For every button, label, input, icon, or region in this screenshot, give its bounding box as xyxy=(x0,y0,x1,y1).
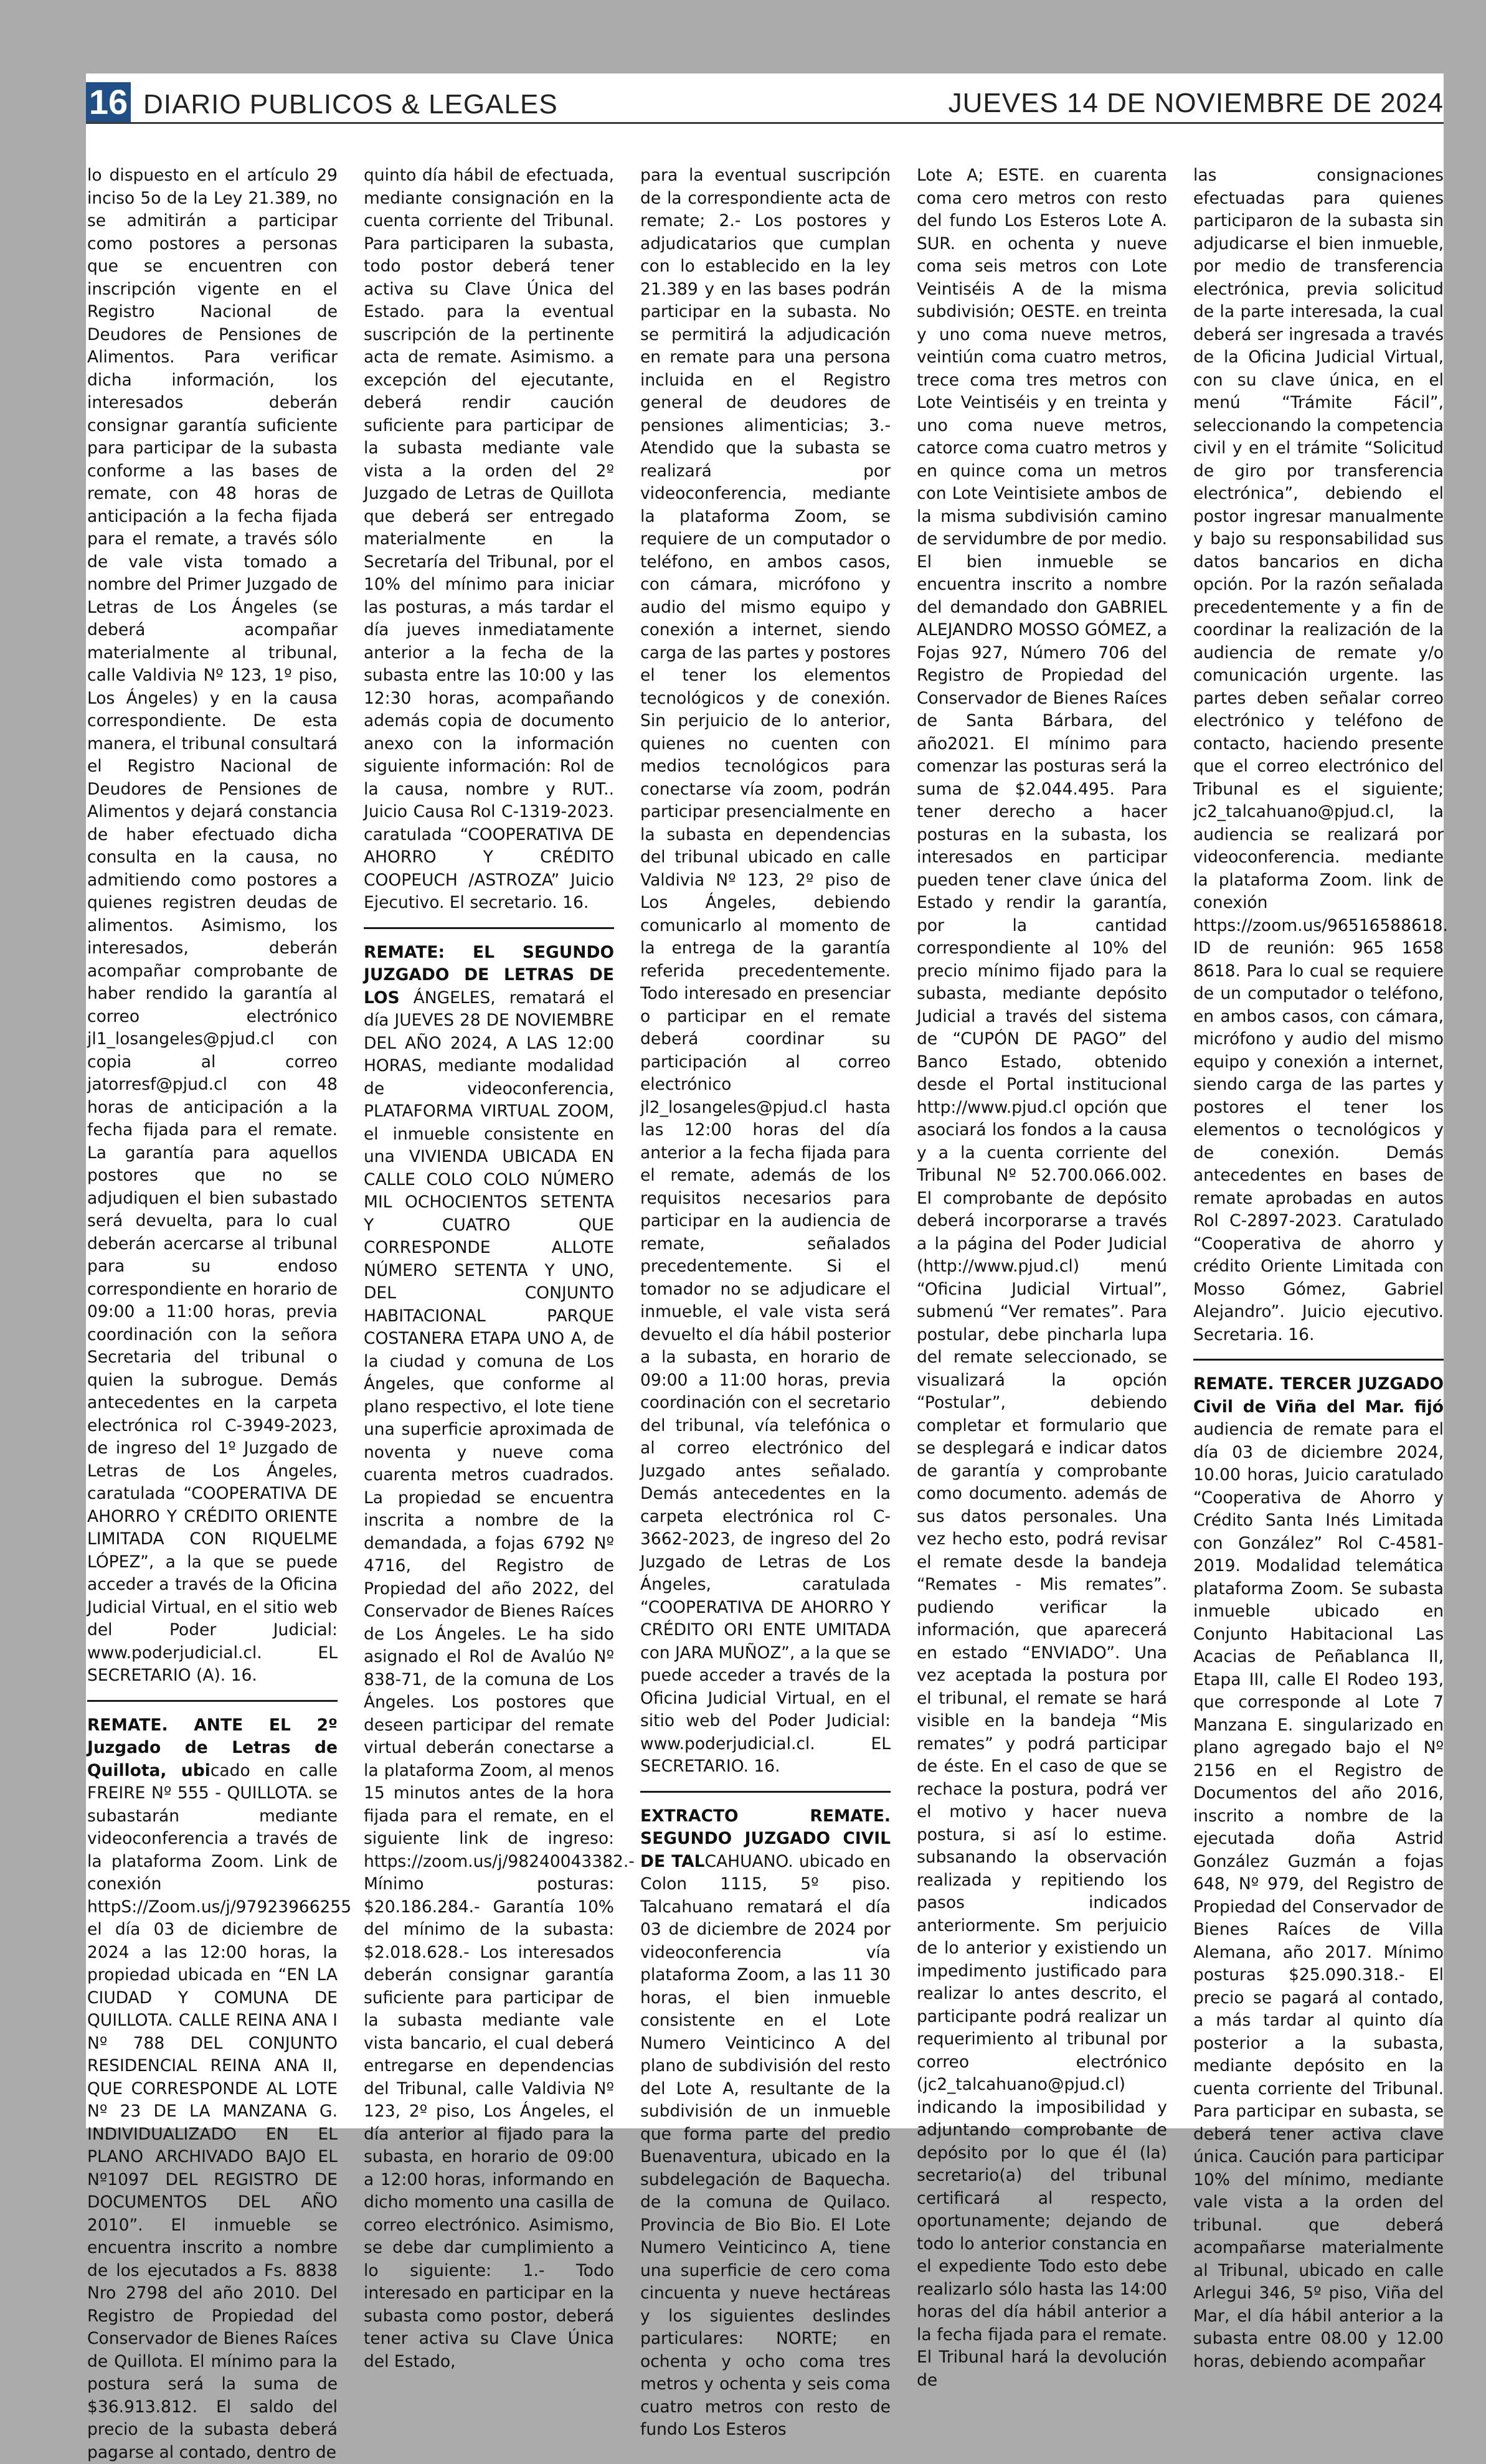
column-2 xyxy=(364,164,614,2120)
column-1 xyxy=(87,164,338,2120)
legal-notice xyxy=(364,942,614,2374)
legal-notice xyxy=(640,1805,891,2442)
notice-continuation xyxy=(364,164,614,915)
notice-body: audiencia de remate para el día 03 de diciembre 2024, 10.00 horas, Juicio caratulado “Cooperativa de Ahorro y Crédito Santa Inés Limitada con González” Rol C-4581-2019. Modalidad telemática plataforma Zoom. Se subasta inmueble ubicado en Conjunto Habitacional Las Acacias de Peñablanca II, Etapa III, calle El Rodeo 193, que corresponde al Lote 7 Manzana E. singularizado en plano agregado bajo el Nº 2156 en el Registro de Documentos del año 2016, inscrito a nombre de la ejecutada doña Astrid González Guzmán a fojas 648, Nº 979, del Registro de Propiedad del Conservador de Bienes Raíces de Villa Alemana, año 2017. Mínimo posturas $25.090.318.- El precio se pagará al contado, a más tardar al quinto día posterior a la subasta, mediante depósito en la cuenta corriente del Tribunal. Para participar en subasta, se deberá tener activa clave única. Caución para participar 10% del mínimo, mediante vale vista a la orden del tribunal. que deberá acompañarse materialmente al Tribunal, ubicado en calle Arlegui 346, 5º piso, Viña del Mar, el día hábil anterior a la subasta entre 08.00 y 12.00 horas, debiendo acompañar xyxy=(1193,1420,1444,2371)
notice-heading: REMATE. TERCER JUZGADO Civil de Viña del Mar. fijó xyxy=(1193,1374,1444,1417)
column-4 xyxy=(917,164,1167,2120)
notice-continuation xyxy=(1193,164,1444,1346)
notice-body: CAHUANO. ubicado en Colon 1115, 5º piso. Talcahuano rematará el día 03 de diciembre de 2024 por videoconferencia vía plataforma Zoom, a las 11 30 horas, el bien inmueble consistente en el Lote Numero Veinticinco A del plano de subdivisión del resto del Lote A, resultante de la subdivisión de un inmueble que forma parte del predio Buenaventura, ubicado en la subdelegación de Baquecha. de la comuna de Quilaco. Provincia de Bio Bio. El Lote Numero Veinticinco A, tiene una superficie de cero coma cincuenta y nueve hectáreas y los siguientes deslindes particulares: NORTE; en ochenta y ocho coma tres metros y ochenta y seis coma cuatro metros con resto de fundo Los Esteros xyxy=(640,1852,891,2440)
page-number: 16 xyxy=(86,82,131,122)
notice-body: cado en calle FREIRE Nº 555 - QUILLOTA. se subastarán mediante videoconferencia a través de la plataforma Zoom. Link de conexión httpS://Zoom.us/j/97923966255 el día 03 de diciembre de 2024 a las 12:00 horas, la propiedad ubicada en “EN LA CIUDAD Y COMUNA DE QUILLOTA. CALLE REINA ANA I Nº 788 DEL CONJUNTO RESIDENCIAL REINA ANA II, QUE CORRESPONDE AL LOTE Nº 23 DE LA MANZANA G. INDIVIDUALIZADO EN EL PLANO ARCHIVADO BAJO EL Nº1097 DEL REGISTRO DE DOCUMENTOS DEL AÑO 2010”. El inmueble se encuentra inscrito a nombre de los ejecutados a Fs. 8838 Nro 2798 del año 2010. Del Registro de Propiedad del Conservador de Bienes Raíces de Quillota. El mínimo para la postura será la suma de $36.913.812. El saldo del precio de la subasta deberá pagarse al contado, dentro de xyxy=(87,1761,351,2462)
notice-heading: EXTRACTO REMATE. SEGUNDO JUZGADO CIVIL DE TAL xyxy=(640,1806,891,1871)
notice-heading: REMATE. ANTE EL 2º Juzgado de Letras de Quillota, ubi xyxy=(87,1716,338,1780)
column-3 xyxy=(640,164,891,2120)
notice-body: quinto día hábil de efectuada, mediante consignación en la cuenta corriente del Tribunal. Para participaren la subasta, todo postor deberá tener activa su Clave Única del Estado. para la eventual suscripción de la pertinente acta de remate. Asimismo. a excepción del ejecutante, deberá rendir caución suficiente para participar de la subasta mediante vale vista a la orden del 2º Juzgado de Letras de Quillota que deberá ser entregado materialmente en la Secretaría del Tribunal, por el 10% del mínimo para iniciar las posturas, a más tardar el día jueves inmediatamente anterior a la fecha de la subasta entre las 10:00 y las 12:30 horas, acompañando además copia de documento anexo con la información siguiente información: Rol de la causa, nombre y RUT.. Juicio Causa Rol C-1319-2023. caratulada “COOPERATIVA DE AHORRO Y CRÉDITO COOPEUCH /ASTROZA” Juicio Ejecutivo. El secretario. 16. xyxy=(364,166,614,912)
notice-body: lo dispuesto en el artículo 29 inciso 5o de la Ley 21.389, no se admitirán a participar como postores a personas que se encuentren con inscripción vigente en el Registro Nacional de Deudores de Pensiones de Alimentos. Para verificar dicha información, los interesados deberán consignar garantía suficiente para participar de la subasta conforme a las bases de remate, con 48 horas de anticipación a la fecha fijada para el remate, a través sólo de vale vista tomado a nombre del Primer Juzgado de Letras de Los Ángeles (se deberá acompañar materialmente al tribunal, calle Valdivia Nº 123, 1º piso, Los Ángeles) y en la causa correspondiente. De esta manera, el tribunal consultará el Registro Nacional de Deudores de Pensiones de Alimentos y dejará constancia de haber efectuado dicha consulta en la causa, no admitiendo como postores a quienes registren deudas de alimentos. Asimismo, los interesados, deberán acompañar comprobante de haber rendido la garantía al correo electrónico jl1_losangeles@pjud.cl con copia al correo jatorresf@pjud.cl con 48 horas de anticipación a la fecha fijada para el remate. La garantía para aquellos postores que no se adjudiquen el bien subastado será devuelta, para lo cual deberán acercarse al tribunal para su endoso correspondiente en horario de 09:00 a 11:00 horas, previa coordinación con la señora Secretaria del tribunal o quien la subrogue. Demás antecedentes en la carpeta electrónica rol C-3949-2023, de ingreso del 1º Juzgado de Letras de Los Ángeles, caratulada “COOPERATIVA DE AHORRO Y CRÉDITO ORIENTE LIMITADA CON RIQUELME LÓPEZ”, a la que se puede acceder a través de la Oficina Judicial Virtual, en el sitio web del Poder Judicial: www.poderjudicial.cl. EL SECRETARIO (A). 16. xyxy=(87,166,338,1685)
notice-continuation xyxy=(640,164,891,1778)
column-5 xyxy=(1193,164,1444,2120)
notice-body: ÁNGELES, rematará el día JUEVES 28 DE NOVIEMBRE DEL AÑO 2024, A LAS 12:00 HORAS, mediante modalidad de videoconferencia, PLATAFORMA VIRTUAL ZOOM, el inmueble consistente en una VIVIENDA UBICADA EN CALLE COLO COLO NÚMERO MIL OCHOCIENTOS SETENTA Y CUATRO QUE CORRESPONDE ALLOTE NÚMERO SETENTA Y UNO, DEL CONJUNTO HABITACIONAL PARQUE COSTANERA ETAPA UNO A, de la ciudad y comuna de Los Ángeles, que conforme al plano respectivo, el lote tiene una superficie aproximada de noventa y nueve coma cuarenta metros cuadrados. La propiedad se encuentra inscrita a nombre de la demandada, a fojas 6792 Nº 4716, del Registro de Propiedad del año 2022, del Conservador de Bienes Raíces de Los Ángeles. Le ha sido asignado el Rol de Avalúo Nº 838-71, de la comuna de Los Ángeles. Los postores que deseen participar del remate virtual deberán conectarse a la plataforma Zoom, al menos 15 minutos antes de la hora fijada para el remate, en el siguiente link de ingreso: https://zoom.us/j/98240043382.- Mínimo posturas: $20.186.284.- Garantía 10% del mínimo de la subasta: $2.018.628.- Los interesados deberán consignar garantía suficiente para participar de la subasta mediante vale vista bancario, el cual deberá entregarse en dependencias del Tribunal, calle Valdivia Nº 123, 2º piso, Los Ángeles, el día anterior al fijado para la subasta, en horario de 09:00 a 12:00 horas, informando en dicho momento una casilla de correo electrónico. Asimismo, se debe dar cumplimiento a lo siguiente: 1.- Todo interesado en participar en la subasta como postor, deberá tener activa su Clave Única del Estado, xyxy=(364,988,635,2371)
legal-notice xyxy=(1193,1373,1444,2373)
page-header xyxy=(86,78,1444,123)
legal-notice xyxy=(87,1714,338,2464)
notice-body: para la eventual suscripción de la correspondiente acta de remate; 2.- Los postores y adjudicatarios que cumplan con lo establecido en la ley 21.389 y en las bases podrán participar en la subasta. No se permitirá la adjudicación en remate para una persona incluida en el Registro general de deudores de pensiones alimenticias; 3.- Atendido que la subasta se realizará por videoconferencia, mediante la plataforma Zoom, se requiere de un computador o teléfono, en ambos casos, con cámara, micrófono y audio del mismo equipo y conexión a internet, siendo carga de las partes y postores el tener los elementos tecnológicos y de conexión. Sin perjuicio de lo anterior, quienes no cuenten con medios tecnológicos para conectarse vía zoom, podrán participar presencialmente en la subasta en dependencias del tribunal ubicado en calle Valdivia Nº 123, 2º piso de Los Ángeles, debiendo comunicarlo al momento de la entrega de la garantía referida precedentemente. Todo interesado en presenciar o participar en el remate deberá coordinar su participación al correo electrónico jl2_losangeles@pjud.cl hasta las 12:00 horas del día anterior a la fecha fijada para el remate, además de los requisitos necesarios para participar en la audiencia de remate, señalados precedentemente. Si el tomador no se adjudicare el inmueble, el vale vista será devuelto el día hábil posterior a la subasta, en horario de 09:00 a 11:00 horas, previa coordinación con el secretario del tribunal, vía telefónica o al correo electrónico del Juzgado antes señalado. Demás antecedentes en la carpeta electrónica rol C-3662-2023, de ingreso del 2o Juzgado de Letras de Los Ángeles, caratulada “COOPERATIVA DE AHORRO Y CRÉDITO ORI ENTE UMITADA con JARA MUÑOZ”, a la que se puede acceder a través de la Oficina Judicial Virtual, en el sitio web del Poder Judicial: www.poderjudicial.cl. EL SECRETARIO. 16. xyxy=(640,166,891,1776)
notice-separator xyxy=(640,1791,891,1793)
publication-date: JUEVES 14 DE NOVIEMBRE DE 2024 xyxy=(949,86,1444,121)
notice-continuation xyxy=(87,164,338,1688)
notice-continuation xyxy=(917,164,1167,2392)
publication-title: DIARIO PUBLICOS & LEGALES xyxy=(143,87,558,122)
notice-separator xyxy=(1193,1359,1444,1361)
notice-separator xyxy=(364,927,614,929)
notice-heading: REMATE: EL SEGUNDO JUZGADO DE LETRAS DE LOS xyxy=(364,943,614,1008)
header-rule xyxy=(86,122,1444,124)
notice-body: las consignaciones efectuadas para quienes participaron de la subasta sin adjudicarse el bien inmueble, por medio de transferencia electrónica, previa solicitud de la parte interesada, la cual deberá ser ingresada a través de la Oficina Judicial Virtual, con su clave única, en el menú “Trámite Fácil”, seleccionando la competencia civil y en el trámite “Solicitud de giro por transferencia electrónica”, debiendo el postor ingresar manualmente y bajo su responsabilidad sus datos bancarios en dicha opción. Por la razón señalada precedentemente y a fin de coordinar la realización de la audiencia de remate y/o comunicación urgente. las partes deben señalar correo electrónico y teléfono de contacto, haciendo presente que el correo electrónico del Tribunal es el siguiente; jc2_talcahuano@pjud.cl, la audiencia se realizará por videoconferencia. mediante la plataforma Zoom. link de conexión https://zoom.us/96516588618. ID de reunión: 965 1658 8618. Para lo cual se requiere de un computador o teléfono, en ambos casos, con cámara, micrófono y audio del mismo equipo y conexión a internet, siendo carga de las partes y postores el tener los elementos o tecnológicos y de conexión. Demás antecedentes en bases de remate aprobadas en autos Rol C-2897-2023. Caratulado “Cooperativa de ahorro y crédito Oriente Limitada con Mosso Gómez, Gabriel Alejandro”. Juicio ejecutivo. Secretaria. 16. xyxy=(1193,166,1448,1344)
notice-separator xyxy=(87,1700,338,1702)
notice-body: Lote A; ESTE. en cuarenta coma cero metros con resto del fundo Los Esteros Lote A. SUR. en ochenta y nueve coma seis metros con Lote Veintiséis A de la misma subdivisión; OESTE. en treinta y uno coma nueve metros, veintiún coma cuatro metros, trece coma tres metros con Lote Veintiséis y en treinta y uno coma nueve metros, catorce coma cuatro metros y en quince coma un metros con Lote Veintisiete ambos de la misma subdivisión camino de servidumbre de por medio. El bien inmueble se encuentra inscrito a nombre del demandado don GABRIEL ALEJANDRO MOSSO GÓMEZ, a Fojas 927, Número 706 del Registro de Propiedad del Conservador de Bienes Raíces de Santa Bárbara, del año2021. El mínimo para comenzar las posturas será la suma de $2.044.495. Para tener derecho a hacer posturas en la subasta, los interesados en participar pueden tener clave única del Estado y rendir la garantía, por la cantidad correspondiente al 10% del precio mínimo fijado para la subasta, mediante depósito Judicial a través del sistema de “CUPÓN DE PAGO” del Banco Estado, obtenido desde el Portal institucional http://www.pjud.cl opción que asociará los fondos a la causa y a la cuenta corriente del Tribunal Nº 52.700.066.002. El comprobante de depósito deberá incorporarse a través a la página del Poder Judicial (http://www.pjud.cl) menú “Oficina Judicial Virtual”, submenú “Ver remates”. Para postular, debe pincharla lupa del remate seleccionado, se visualizará la opción “Postular”, debiendo completar et formulario que se desplegará e indicar datos de garantía y comprobante como documento. además de sus datos personales. Una vez hecho esto, podrá revisar el remate desde la bandeja “Remates - Mis remates”. pudiendo verificar la información, que aparecerá en estado “ENVIADO”. Una vez aceptada la postura por el tribunal, el remate se hará visible en la bandeja “Mis remates” y podrá participar de éste. En el caso de que se rechace la postura, podrá ver el motivo y hacer nueva postura, si así lo estime. subsanando la observación realizada y repitiendo los pasos indicados anteriormente. Sm perjuicio de lo anterior y existiendo un impedimento justificado para realizar lo antes descrito, el participante podrá realizar un requerimiento al tribunal por correo electrónico (jc2_talcahuano@pjud.cl) indicando la imposibilidad y adjuntando comprobante de depósito por lo que él (la) secretario(a) del tribunal certificará al respecto, oportunamente; dejando de todo lo anterior constancia en el expediente Todo esto debe realizarlo sólo hasta las 14:00 horas del día hábil anterior a la fecha fijada para el remate. El Tribunal hará la devolución de xyxy=(917,166,1167,2390)
